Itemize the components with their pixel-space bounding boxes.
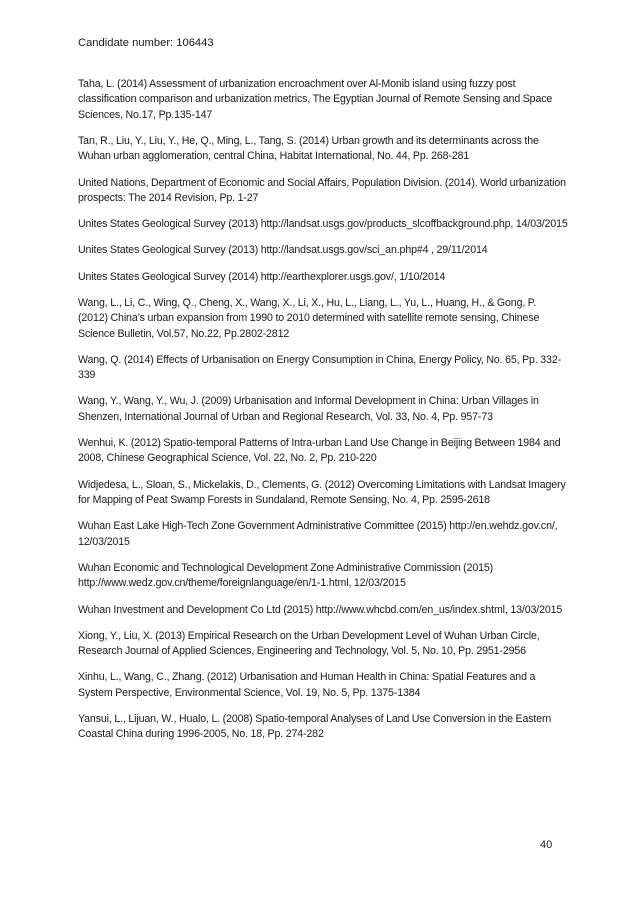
reference-xiong-2013: Xiong, Y., Liu, X. (2013) Empirical Research on the Urban Development Level of Wuhan Urban Circle, Research Journal of Applied Sciences, Engineering and Technology, Vol. 5, No. 10, Pp. 2951-2956 [78,629,540,658]
candidate-number-header: Candidate number: 106443 [78,37,214,49]
reference-wuhan-east-lake-2015: Wuhan East Lake High-Tech Zone Government Administrative Committee (2015) http://en.wehdz.gov.cn/, 12/03/2015 [78,520,558,548]
reference-usgs-2013-slcoff: Unites States Geological Survey (2013) http://landsat.usgs.gov/products_slcoffbackground.php, 14/03/2015 [78,218,568,231]
reference-tan-2014: Tan, R., Liu, Y., Liu, Y., He, Q., Ming, L., Tang, S. (2014) Urban growth and its determinants across the Wuhan urban agglomeration, central China, Habitat International, No. 44, Pp. 268-281 [78,135,539,163]
reference-usgs-2013-sci: Unites States Geological Survey (2013) http://landsat.usgs.gov/sci_an.php#4 , 29/11/2014 [78,244,488,257]
page-number: 40 [540,839,553,851]
reference-wuhan-investment-2015: Wuhan Investment and Development Co Ltd (2015) http://www.whcbd.com/en_us/index.shtml, 13/03/2015 [78,603,563,616]
reference-list [78,77,568,754]
reference-usgs-2014-earthexplorer: Unites States Geological Survey (2014) http://earthexplorer.usgs.gov/, 1/10/2014 [78,270,446,283]
reference-wang-q-2014: Wang, Q. (2014) Effects of Urbanisation on Energy Consumption in China, Energy Policy, No. 65, Pp. 332-339 [78,353,561,382]
reference-taha-2014: Taha, L. (2014) Assessment of urbanization encroachment over Al-Monib island using fuzzy post classification comparison and urbanization metrics, The Egyptian Journal of Remote Sensing and Space Sciences, No.17, Pp.135-147 [78,78,553,121]
reference-united-nations-2014: United Nations, Department of Economic and Social Affairs, Population Division. (2014). World urbanization prospects: The 2014 Revision, Pp. 1-27 [78,176,566,205]
reference-yansui-2008: Yansui, L., Lijuan, W., Hualo, L. (2008) Spatio-temporal Analyses of Land Use Conversion in the Eastern Coastal China during 1996-2005, No. 18, Pp. 274-282 [78,712,552,741]
reference-xinhu-2012: Xinhu, L., Wang, C., Zhang. (2012) Urbanisation and Human Health in China: Spatial Features and a System Perspective, Environmental Science, Vol. 19, No. 5, Pp. 1375-1384 [78,671,536,699]
reference-wenhui-2012: Wenhui, K. (2012) Spatio-temporal Patterns of Intra-urban Land Use Change in Beijing Between 1984 and 2008, Chinese Geographical Science, Vol. 22, No. 2, Pp. 210-220 [78,437,561,465]
reference-widjedesa-2012: Widjedesa, L., Sloan, S., Mickelakis, D., Clements, G. (2012) Overcoming Limitations with Landsat Imagery for Mapping of Peat Swamp Forests in Sundaland, Remote Sensing, No. 4, Pp. 2595-2618 [78,478,566,507]
reference-wang-y-2009: Wang, Y., Wang, Y., Wu, J. (2009) Urbanisation and Informal Development in China: Urban Villages in Shenzen, International Journal of Urban and Regional Research, Vol. 33, No. 4, Pp. 957-73 [78,395,539,423]
reference-wang-l-2012: Wang, L., Li, C., Wing, Q., Cheng, X., Wang, X., Li, X., Hu, L., Liang, L., Yu, L., Huang, H., & Gong, P. (2012) China’s urban expansion from 1990 to 2010 determined with satellite remote sensing, Chinese Science Bulletin, Vol.57, No.22, Pp.2802-2812 [78,296,540,340]
reference-wuhan-economic-2015: Wuhan Economic and Technological Development Zone Administrative Commission (2015) http://www.wedz.gov.cn/theme/foreignlanguage/en/1-1.html, 12/03/2015 [78,561,494,590]
